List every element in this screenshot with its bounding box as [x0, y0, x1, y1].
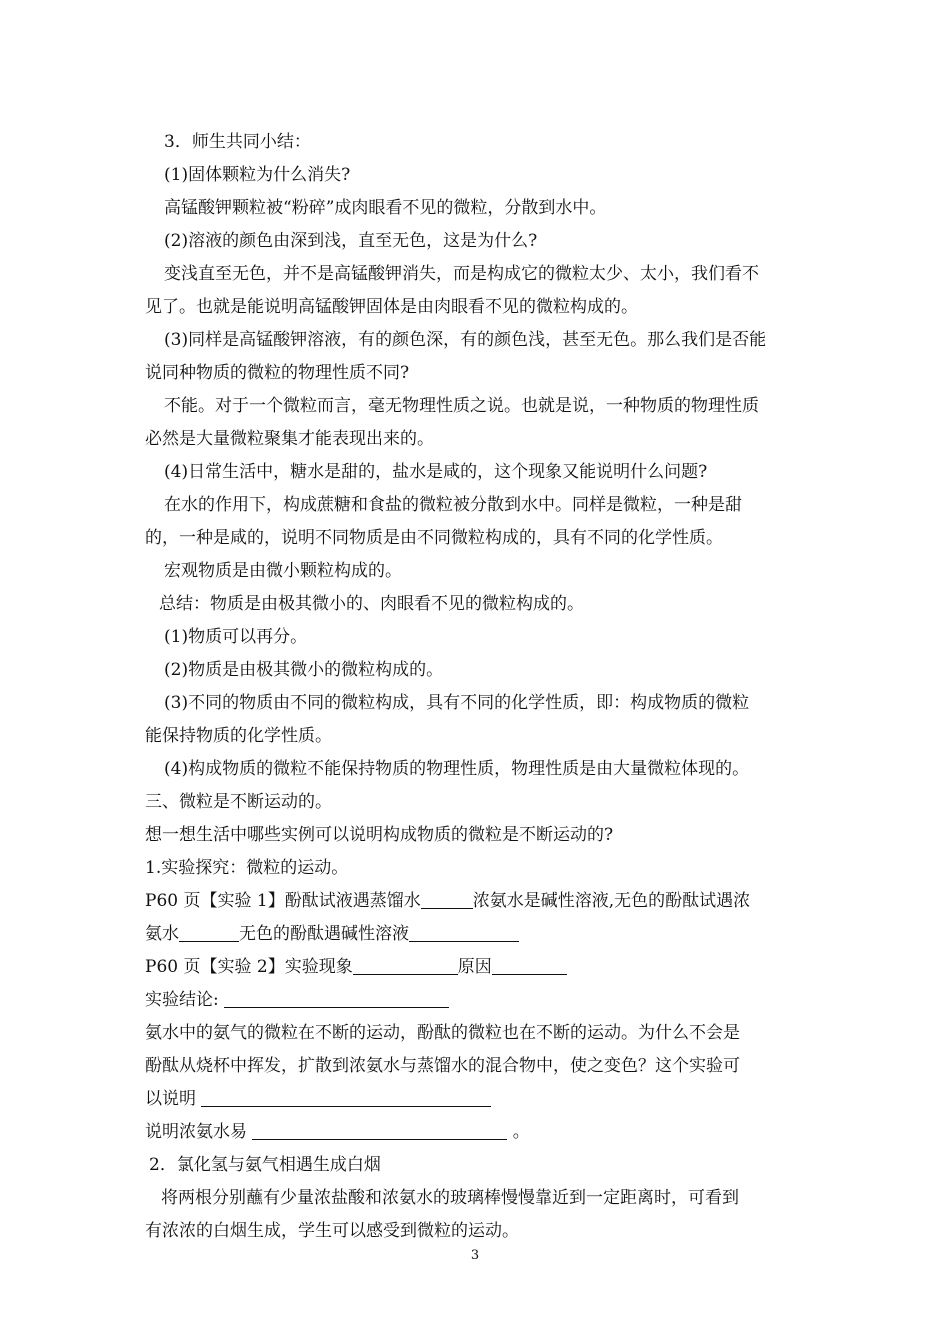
- experiment-2-text-b: 原因: [457, 957, 492, 977]
- point-2: (2)物质是由极其微小的微粒构成的。: [164, 660, 444, 680]
- explain-label: 以说明: [145, 1089, 202, 1109]
- answer-3-line-1: 不能。对于一个微粒而言，毫无物理性质之说。也就是说，一种物质的物理性质: [164, 396, 759, 416]
- conclusion-label: 实验结论:: [145, 990, 225, 1010]
- answer-2-line-2: 见了。也就是能说明高锰酸钾固体是由肉眼看不见的微粒构成的。: [145, 297, 638, 317]
- section-2-text-line-1: 将两根分别蘸有少量浓盐酸和浓氨水的玻璃棒慢慢靠近到一定距离时，可看到: [161, 1188, 739, 1208]
- macro-statement: 宏观物质是由微小颗粒构成的。: [164, 561, 402, 581]
- experiment-2-line: [145, 951, 810, 984]
- experiment-heading: 1.实验探究：微粒的运动。: [145, 858, 349, 878]
- answer-4-line-1: 在水的作用下，构成蔗糖和食盐的微粒被分散到水中。同样是微粒，一种是甜: [164, 495, 742, 515]
- answer-blank[interactable]: [179, 921, 239, 942]
- point-3-line-2: 能保持物质的化学性质。: [145, 726, 332, 746]
- answer-4-line-2: 的，一种是咸的，说明不同物质是由不同微粒构成的，具有不同的化学性质。: [145, 528, 723, 548]
- explain-line: [145, 1083, 810, 1116]
- conclusion-line: [145, 984, 810, 1017]
- point-1: (1)物质可以再分。: [164, 627, 308, 647]
- answer-3-line-2: 必然是大量微粒聚集才能表现出来的。: [145, 429, 434, 449]
- page-content: [145, 126, 810, 1248]
- question-2: (2)溶液的颜色由深到浅，直至无色，这是为什么?: [164, 231, 538, 251]
- answer-blank[interactable]: [492, 954, 567, 975]
- question-3-line-1: (3)同样是高锰酸钾溶液，有的颜色深，有的颜色浅，甚至无色。那么我们是否能: [164, 330, 767, 350]
- point-3-line-1: (3)不同的物质由不同的微粒构成，具有不同的化学性质，即：构成物质的微粒: [164, 693, 750, 713]
- ammonia-easy-end: 。: [507, 1122, 530, 1142]
- answer-2-line-1: 变浅直至无色，并不是高锰酸钾消失，而是构成它的微粒太少、太小，我们看不: [164, 264, 759, 284]
- answer-blank[interactable]: [201, 1086, 491, 1107]
- section-3-heading: 三、微粒是不断运动的。: [145, 792, 332, 812]
- think-question: 想一想生活中哪些实例可以说明构成物质的微粒是不断运动的?: [145, 825, 614, 845]
- summary-statement: 总结：物质是由极其微小的、肉眼看不见的微粒构成的。: [159, 594, 584, 614]
- ammonia-paragraph-line-1: 氨水中的氨气的微粒在不断的运动，酚酞的微粒也在不断的运动。为什么不会是: [145, 1023, 740, 1043]
- summary-heading: 3．师生共同小结：: [164, 132, 311, 152]
- ammonia-paragraph-line-2: 酚酞从烧杯中挥发，扩散到浓氨水与蒸馏水的混合物中，使之变色？这个实验可: [145, 1056, 740, 1076]
- answer-blank[interactable]: [224, 987, 449, 1008]
- experiment-1-text-d: 无色的酚酞遇碱性溶液: [239, 924, 409, 944]
- experiment-1-line-2: [145, 918, 810, 951]
- answer-blank[interactable]: [252, 1119, 507, 1140]
- ammonia-easy-line: [145, 1116, 810, 1149]
- answer-1: 高锰酸钾颗粒被“粉碎”成肉眼看不见的微粒，分散到水中。: [164, 198, 607, 218]
- answer-blank[interactable]: [409, 921, 519, 942]
- question-1: (1)固体颗粒为什么消失?: [164, 165, 351, 185]
- experiment-1-text-c: 氨水: [145, 924, 179, 944]
- answer-blank[interactable]: [353, 954, 458, 975]
- ammonia-easy-label: 说明浓氨水易: [145, 1122, 253, 1142]
- question-4: (4)日常生活中，糖水是甜的，盐水是咸的，这个现象又能说明什么问题?: [164, 462, 708, 482]
- experiment-1-text-a: P60 页【实验 1】酚酞试液遇蒸馏水: [145, 891, 421, 911]
- section-2-title: 2．氯化氢与氨气相遇生成白烟: [149, 1155, 381, 1175]
- answer-blank[interactable]: [421, 888, 473, 909]
- question-3-line-2: 说同种物质的微粒的物理性质不同?: [145, 363, 410, 383]
- point-4: (4)构成物质的微粒不能保持物质的物理性质，物理性质是由大量微粒体现的。: [164, 759, 750, 779]
- experiment-1-text-b: 浓氨水是碱性溶液,无色的酚酞试遇浓: [472, 891, 751, 911]
- section-2-text-line-2: 有浓浓的白烟生成，学生可以感受到微粒的运动。: [145, 1221, 519, 1241]
- page-number: 3: [470, 1248, 480, 1263]
- experiment-2-text-a: P60 页【实验 2】实验现象: [145, 957, 353, 977]
- experiment-1-line-1: [145, 885, 810, 918]
